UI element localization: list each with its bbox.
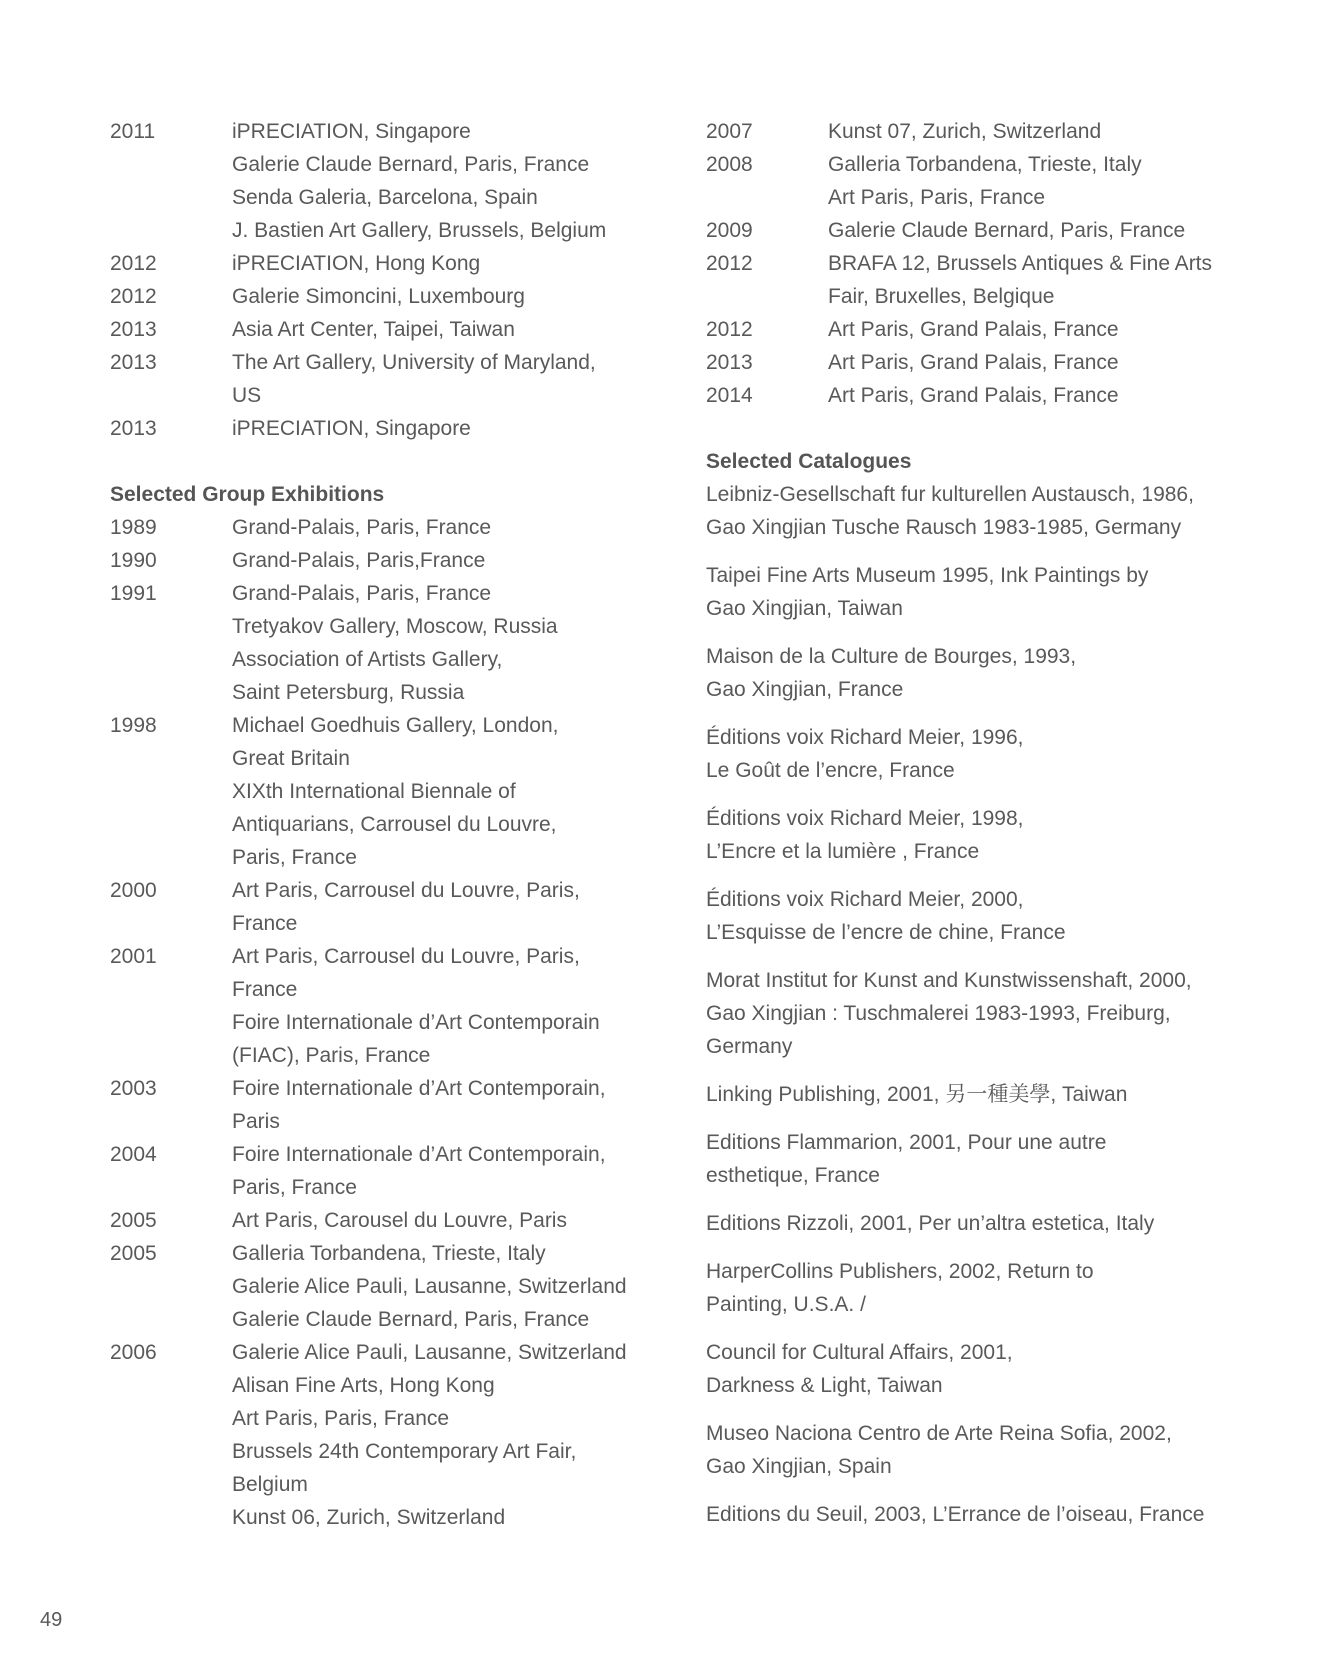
catalogue-line: Darkness & Light, Taiwan: [706, 1374, 943, 1397]
catalogue-entry: [706, 1336, 1286, 1402]
exhibition-row: [110, 1072, 670, 1138]
exhibition-row: [110, 247, 670, 280]
group-exhibitions-list-continued: [706, 115, 1286, 412]
exhibition-row: [706, 148, 1286, 214]
exhibition-entry: Galerie Alice Pauli, Lausanne, Switzerland: [232, 1341, 627, 1364]
exhibition-year: 2005: [110, 1209, 157, 1232]
exhibition-entries: [232, 247, 670, 280]
exhibition-entry: Grand-Palais, Paris,France: [232, 549, 486, 572]
catalogue-entry: [706, 721, 1286, 787]
group-exhibitions-heading: Selected Group Exhibitions: [110, 483, 385, 506]
catalogue-entry: [706, 478, 1286, 544]
exhibition-year: 2014: [706, 384, 753, 407]
right-column: [706, 115, 1286, 1546]
catalogue-line: Linking Publishing, 2001, 另一種美學, Taiwan: [706, 1083, 1128, 1106]
exhibition-entries: [232, 709, 670, 874]
exhibition-entry: Foire Internationale d’Art Contemporain,: [232, 1077, 606, 1100]
exhibition-year: 2013: [110, 351, 157, 374]
catalogue-line: Éditions voix Richard Meier, 1998,: [706, 807, 1024, 830]
exhibition-year: 2013: [110, 318, 157, 341]
catalogue-line: Le Goût de l’encre, France: [706, 759, 955, 782]
exhibition-row: [110, 346, 670, 412]
exhibition-entry: Paris, France: [232, 846, 357, 869]
catalogue-entry: [706, 1207, 1286, 1240]
exhibition-entries: [232, 940, 670, 1072]
exhibition-entries: [232, 511, 670, 544]
catalogue-entry: [706, 1255, 1286, 1321]
exhibition-year: 2012: [110, 285, 157, 308]
exhibition-entry: Galleria Torbandena, Trieste, Italy: [828, 153, 1142, 176]
exhibition-entry: Galleria Torbandena, Trieste, Italy: [232, 1242, 546, 1265]
catalogue-line: Editions Flammarion, 2001, Pour une autre: [706, 1131, 1107, 1154]
exhibition-entries: [232, 1336, 670, 1534]
catalogue-line: Leibniz-Gesellschaft fur kulturellen Austausch, 1986,: [706, 483, 1194, 506]
exhibition-entry: Belgium: [232, 1473, 308, 1496]
exhibition-entry: Art Paris, Carrousel du Louvre, Paris,: [232, 945, 580, 968]
exhibition-entry: Art Paris, Paris, France: [828, 186, 1046, 209]
exhibition-entry: Art Paris, Grand Palais, France: [828, 384, 1119, 407]
exhibition-entry: iPRECIATION, Hong Kong: [232, 252, 481, 275]
catalogue-line: Painting, U.S.A. /: [706, 1293, 866, 1316]
exhibition-entry: Grand-Palais, Paris, France: [232, 516, 492, 539]
catalogue-entry: [706, 964, 1286, 1063]
exhibition-row: [110, 577, 670, 709]
exhibition-entries: [232, 313, 670, 346]
exhibition-year: 1998: [110, 714, 157, 737]
exhibition-entry: (FIAC), Paris, France: [232, 1044, 431, 1067]
exhibition-entry: iPRECIATION, Singapore: [232, 417, 471, 440]
catalogue-line: Editions Rizzoli, 2001, Per un’altra estetica, Italy: [706, 1212, 1155, 1235]
catalogue-line: esthetique, France: [706, 1164, 880, 1187]
exhibition-row: [706, 115, 1286, 148]
exhibition-entry: Tretyakov Gallery, Moscow, Russia: [232, 615, 558, 638]
exhibition-year: 2000: [110, 879, 157, 902]
exhibition-entry: J. Bastien Art Gallery, Brussels, Belgium: [232, 219, 607, 242]
exhibition-row: [110, 1138, 670, 1204]
page-number: 49: [40, 1609, 63, 1631]
catalogue-entry: [706, 883, 1286, 949]
catalogue-line: Editions du Seuil, 2003, L’Errance de l’oiseau, France: [706, 1503, 1205, 1526]
exhibition-entry: Kunst 07, Zurich, Switzerland: [828, 120, 1102, 143]
exhibition-entry: Art Paris, Grand Palais, France: [828, 351, 1119, 374]
exhibition-entry: The Art Gallery, University of Maryland,: [232, 351, 596, 374]
exhibition-entries: [232, 412, 670, 445]
exhibition-entry: Art Paris, Carrousel du Louvre, Paris,: [232, 879, 580, 902]
exhibition-row: [110, 709, 670, 874]
exhibition-entry: Alisan Fine Arts, Hong Kong: [232, 1374, 495, 1397]
section-spacer: [706, 412, 1286, 445]
exhibition-entry: Galerie Claude Bernard, Paris, France: [232, 153, 590, 176]
exhibition-entries: [232, 874, 670, 940]
exhibition-entries: [828, 247, 1286, 313]
catalogue-entry: [706, 802, 1286, 868]
exhibition-entry: Fair, Bruxelles, Belgique: [828, 285, 1055, 308]
exhibition-entry: Senda Galeria, Barcelona, Spain: [232, 186, 538, 209]
exhibition-entry: Grand-Palais, Paris, France: [232, 582, 492, 605]
exhibition-entry: France: [232, 912, 298, 935]
exhibition-entries: [232, 1237, 670, 1336]
exhibition-year: 1990: [110, 549, 157, 572]
catalogue-line: L’Encre et la lumière , France: [706, 840, 980, 863]
exhibition-entry: Kunst 06, Zurich, Switzerland: [232, 1506, 506, 1529]
solo-exhibitions-list: [110, 115, 670, 445]
exhibition-entry: Galerie Claude Bernard, Paris, France: [828, 219, 1186, 242]
exhibition-entry: Paris, France: [232, 1176, 357, 1199]
exhibition-row: [706, 346, 1286, 379]
catalogue-line: Gao Xingjian Tusche Rausch 1983-1985, Germany: [706, 516, 1182, 539]
catalogue-line: Morat Institut for Kunst and Kunstwissenshaft, 2000,: [706, 969, 1192, 992]
exhibition-row: [706, 379, 1286, 412]
catalogue-line: Council for Cultural Affairs, 2001,: [706, 1341, 1013, 1364]
exhibition-row: [110, 511, 670, 544]
exhibition-row: [110, 940, 670, 1072]
exhibition-entry: Michael Goedhuis Gallery, London,: [232, 714, 559, 737]
exhibition-year: 1989: [110, 516, 157, 539]
catalogue-entry: [706, 1498, 1286, 1531]
catalogue-line: Gao Xingjian, France: [706, 678, 904, 701]
exhibition-entries: [828, 313, 1286, 346]
catalogue-line: L’Esquisse de l’encre de chine, France: [706, 921, 1066, 944]
catalogue-line: Éditions voix Richard Meier, 2000,: [706, 888, 1024, 911]
exhibition-entry: Association of Artists Gallery,: [232, 648, 503, 671]
exhibition-year: 1991: [110, 582, 157, 605]
exhibition-entry: Saint Petersburg, Russia: [232, 681, 465, 704]
exhibition-entries: [828, 379, 1286, 412]
exhibition-row: [706, 214, 1286, 247]
exhibition-year: 2008: [706, 153, 753, 176]
exhibition-row: [706, 247, 1286, 313]
catalogue-line: Éditions voix Richard Meier, 1996,: [706, 726, 1024, 749]
exhibition-year: 2006: [110, 1341, 157, 1364]
exhibition-entry: Art Paris, Carousel du Louvre, Paris: [232, 1209, 567, 1232]
exhibition-entries: [232, 1138, 670, 1204]
exhibition-year: 2013: [110, 417, 157, 440]
exhibition-row: [110, 1204, 670, 1237]
exhibition-entries: [828, 115, 1286, 148]
exhibition-entry: Foire Internationale d’Art Contemporain,: [232, 1143, 606, 1166]
exhibition-row: [110, 115, 670, 247]
exhibition-entries: [828, 346, 1286, 379]
exhibition-entry: Foire Internationale d’Art Contemporain: [232, 1011, 600, 1034]
section-spacer: [110, 445, 670, 478]
exhibition-year: 2003: [110, 1077, 157, 1100]
exhibition-entry: Brussels 24th Contemporary Art Fair,: [232, 1440, 577, 1463]
exhibition-entries: [828, 214, 1286, 247]
catalogue-line: Maison de la Culture de Bourges, 1993,: [706, 645, 1077, 668]
catalogue-entry: [706, 559, 1286, 625]
exhibition-entries: [232, 544, 670, 577]
exhibition-entry: Galerie Alice Pauli, Lausanne, Switzerland: [232, 1275, 627, 1298]
catalogue-line: Germany: [706, 1035, 793, 1058]
exhibition-entry: iPRECIATION, Singapore: [232, 120, 471, 143]
catalogue-line: Gao Xingjian : Tuschmalerei 1983-1993, Freiburg,: [706, 1002, 1171, 1025]
catalogue-entry: [706, 1126, 1286, 1192]
exhibition-entries: [828, 148, 1286, 214]
exhibition-row: [110, 544, 670, 577]
exhibition-entry: Art Paris, Paris, France: [232, 1407, 450, 1430]
exhibition-year: 2012: [706, 318, 753, 341]
exhibition-entry: France: [232, 978, 298, 1001]
exhibition-entry: BRAFA 12, Brussels Antiques & Fine Arts: [828, 252, 1213, 275]
catalogues-list: [706, 478, 1286, 1531]
exhibition-entry: Galerie Simoncini, Luxembourg: [232, 285, 525, 308]
catalogue-entry: [706, 640, 1286, 706]
exhibition-entries: [232, 1072, 670, 1138]
exhibition-entry: Galerie Claude Bernard, Paris, France: [232, 1308, 590, 1331]
catalogue-line: Gao Xingjian, Spain: [706, 1455, 892, 1478]
exhibition-entry: Asia Art Center, Taipei, Taiwan: [232, 318, 515, 341]
exhibition-entry: XIXth International Biennale of: [232, 780, 516, 803]
exhibition-entries: [232, 280, 670, 313]
exhibition-entry: Art Paris, Grand Palais, France: [828, 318, 1119, 341]
exhibition-entries: [232, 1204, 670, 1237]
group-exhibitions-list: [110, 511, 670, 1534]
exhibition-year: 2007: [706, 120, 753, 143]
exhibition-row: [110, 874, 670, 940]
exhibition-year: 2012: [110, 252, 157, 275]
exhibition-year: 2004: [110, 1143, 157, 1166]
exhibition-year: 2011: [110, 120, 156, 143]
exhibition-year: 2001: [110, 945, 157, 968]
catalogue-line: Taipei Fine Arts Museum 1995, Ink Paintings by: [706, 564, 1149, 587]
exhibition-row: [706, 313, 1286, 346]
exhibition-entry: Antiquarians, Carrousel du Louvre,: [232, 813, 557, 836]
exhibition-entries: [232, 346, 670, 412]
exhibition-year: 2009: [706, 219, 753, 242]
exhibition-year: 2005: [110, 1242, 157, 1265]
catalogue-entry: [706, 1078, 1286, 1111]
exhibition-entries: [232, 577, 670, 709]
exhibition-row: [110, 313, 670, 346]
catalogue-line: HarperCollins Publishers, 2002, Return to: [706, 1260, 1094, 1283]
exhibition-row: [110, 280, 670, 313]
exhibition-row: [110, 1237, 670, 1336]
exhibition-entries: [232, 115, 670, 247]
left-column: [110, 115, 670, 1534]
exhibition-entry: US: [232, 384, 262, 407]
exhibition-year: 2012: [706, 252, 753, 275]
catalogue-entry: [706, 1417, 1286, 1483]
catalogue-line: Museo Naciona Centro de Arte Reina Sofia, 2002,: [706, 1422, 1172, 1445]
exhibition-entry: Paris: [232, 1110, 280, 1133]
exhibition-row: [110, 412, 670, 445]
catalogues-heading: Selected Catalogues: [706, 450, 912, 473]
catalogue-line: Gao Xingjian, Taiwan: [706, 597, 903, 620]
exhibition-entry: Great Britain: [232, 747, 350, 770]
exhibition-year: 2013: [706, 351, 753, 374]
exhibition-row: [110, 1336, 670, 1534]
